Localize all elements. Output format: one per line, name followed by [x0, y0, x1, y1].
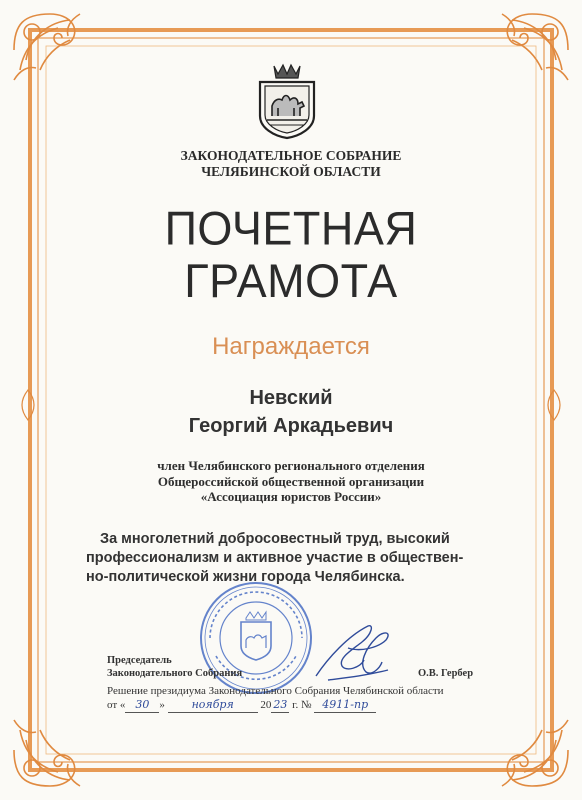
decision-year-suffix: 23: [273, 698, 288, 711]
signatory-name: О.В. Гербер: [418, 668, 474, 679]
position-line-2: Общероссийской общественной организации: [157, 473, 425, 489]
reason-line-3: но-политической жизни города Челябинска.: [86, 569, 405, 585]
reason-line-2: профессионализм и активное участие в обществен-: [86, 550, 464, 566]
decision-open-quote: «: [119, 699, 126, 711]
chelyabinsk-coat-of-arms-icon: [252, 60, 322, 140]
decision-close-quote: »: [159, 699, 165, 711]
handwritten-signature: [308, 618, 398, 688]
decision-date-row: [107, 698, 444, 714]
official-seal-icon: [196, 578, 316, 698]
organization-name: [0, 148, 582, 180]
org-line-1: ЗАКОНОДАТЕЛЬНОЕ СОБРАНИЕ: [180, 148, 402, 163]
signatory-title: [107, 654, 242, 680]
decision-day: 30: [125, 698, 159, 713]
reason-line-1: За многолетний добросовестный труд, высокий: [100, 531, 450, 547]
awarded-label: Награждается: [212, 333, 370, 360]
decision-year-prefix: 20: [260, 699, 272, 711]
corner-ornament: [14, 14, 80, 80]
decision-month: ноября: [168, 698, 258, 713]
decision-year-label: г.: [292, 699, 299, 711]
certificate-title: [0, 203, 582, 308]
recipient-surname: Невский: [249, 387, 333, 409]
recipient-given-names: Георгий Аркадьевич: [188, 415, 394, 437]
position-line-1: член Челябинского регионального отделения: [157, 458, 425, 473]
position-line-3: «Ассоциация юристов России»: [200, 489, 382, 504]
decision-number: 4911-пр: [314, 698, 376, 713]
decision-block: [107, 684, 444, 714]
org-line-2: ЧЕЛЯБИНСКОЙ ОБЛАСТИ: [201, 164, 381, 179]
recipient-position: [0, 458, 582, 505]
title-line-1: ПОЧЕТНАЯ: [164, 201, 418, 255]
decision-number-label: №: [300, 699, 312, 711]
decision-from-label: от: [107, 699, 118, 711]
decision-text: Решение президиума Законодательного Собрания Челябинской области: [107, 685, 444, 697]
signatory-title-line-1: Председатель: [107, 655, 172, 666]
title-line-2: ГРАМОТА: [184, 253, 398, 308]
signatory-title-line-2: Законодательного Собрания: [107, 668, 243, 679]
recipient-name: [0, 384, 582, 440]
